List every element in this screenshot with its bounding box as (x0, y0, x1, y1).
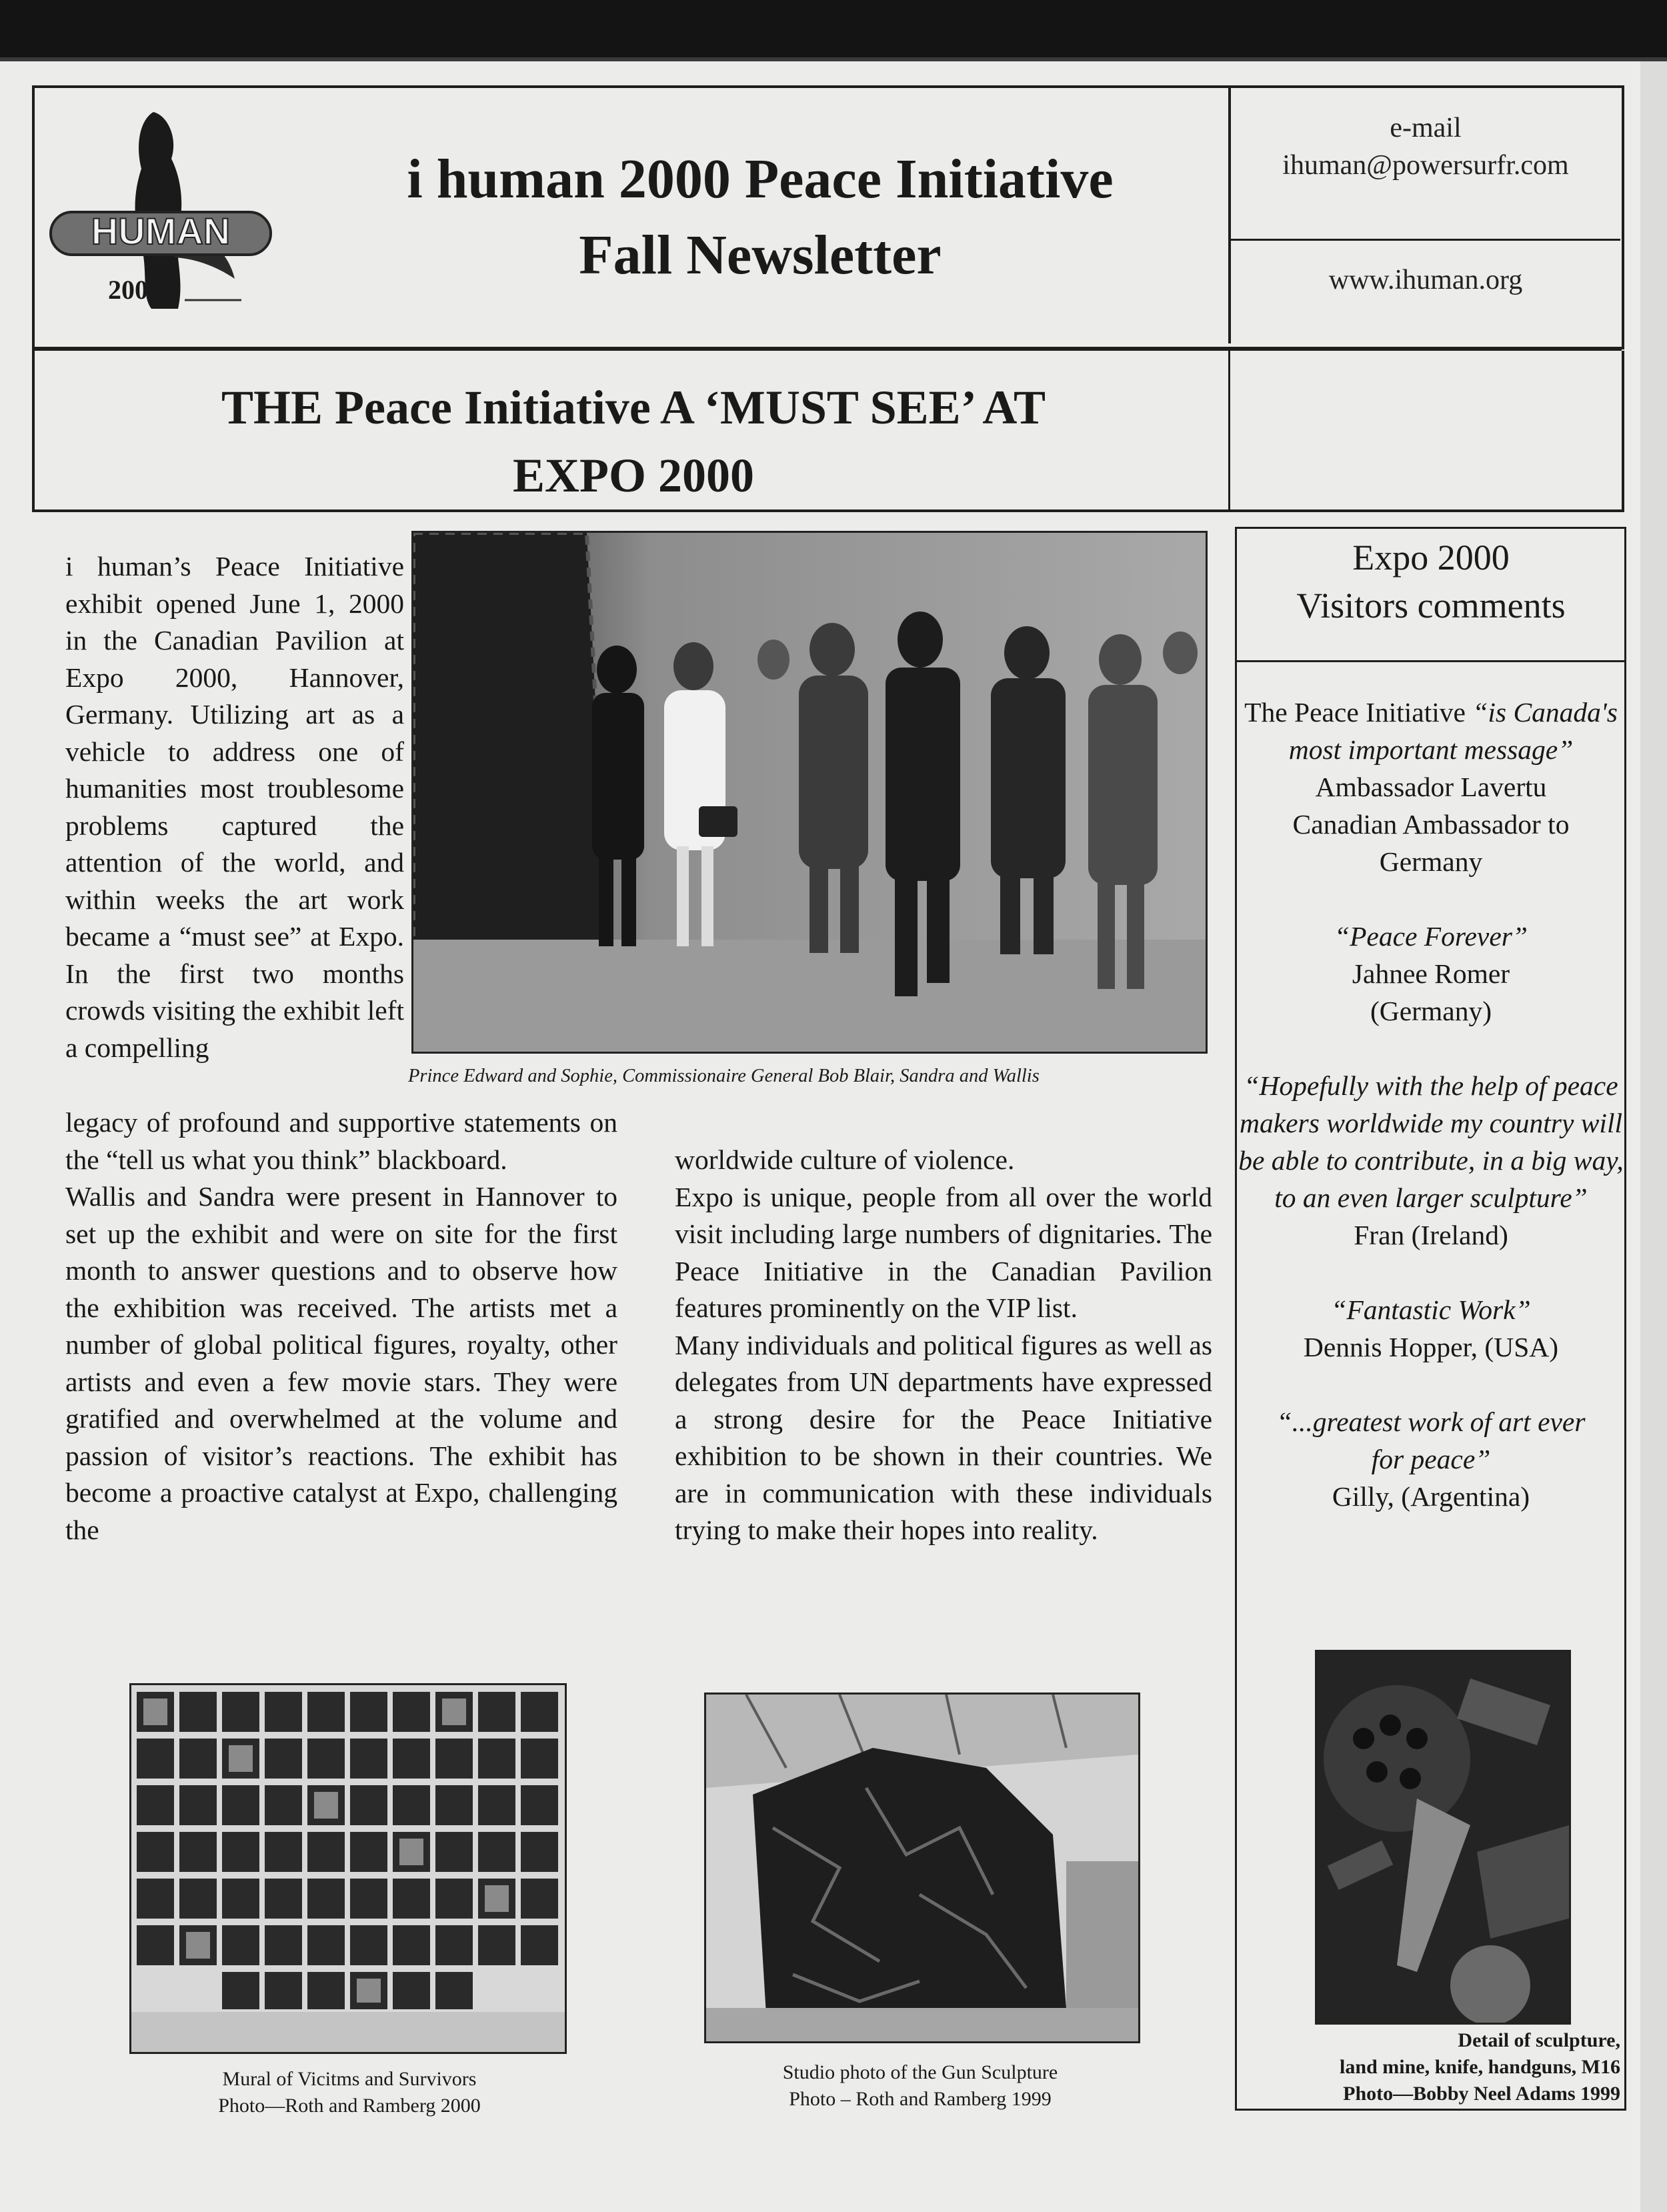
comment-1-lead: The Peace Initiative (1244, 697, 1473, 728)
comment-2 (1238, 918, 1624, 1030)
article-col1-paragraph-2: Wallis and Sandra were present in Hannover to set up the exhibit and were on site for the first month to answer questions and to observe how the exhibition was received. The artists met a number of global political figures, royalty, other artists and even a few movie stars. They were gratified and overwhelmed at the volume and passion of visitor’s reactions. The exhibit has become a proactive catalyst at Expo, challenging the (65, 1181, 617, 1545)
studio-photo (704, 1693, 1140, 2043)
comment-1 (1238, 694, 1624, 880)
sidebar-title (1238, 533, 1624, 630)
studio-photo-image (706, 1695, 1138, 2041)
headline-divider (1228, 351, 1230, 511)
comment-3-author: Fran (Ireland) (1354, 1220, 1508, 1250)
sculpture-detail-photo (1315, 1650, 1571, 2025)
visitor-comments (1238, 694, 1624, 1552)
article-col2-paragraph-3: Many individuals and political figures as well as delegates from UN departments have expressed a strong desire for the Peace Initiative exhibition to be shown in their countries. We are in communication with these individuals trying to make their hopes into reality. (675, 1329, 1212, 1545)
detail-caption-line-1: Detail of sculpture, (1458, 2029, 1620, 2051)
email-label: e-mail (1390, 113, 1462, 143)
sidebar-title-rule (1235, 660, 1626, 662)
article-col1 (65, 1067, 617, 1548)
sidebar-top-rule (1235, 527, 1626, 529)
scan-top-border (0, 0, 1667, 61)
comment-2-author: Jahnee Romer (Germany) (1352, 958, 1510, 1026)
detail-caption-line-2: land mine, knife, handguns, M16 (1340, 2056, 1620, 2078)
page-shadow (1640, 61, 1667, 2212)
article-col2-paragraph-2: Expo is unique, people from all over the world visit including large numbers of dignitaries. The Peace Initiative in the Canadian Pavilion features prominently on the VIP list. (675, 1181, 1212, 1323)
comment-5-author: Gilly, (Argentina) (1332, 1481, 1530, 1512)
mural-caption-line-2: Photo—Roth and Ramberg 2000 (218, 2095, 481, 2117)
studio-caption-line-2: Photo – Roth and Ramberg 1999 (789, 2088, 1052, 2110)
article-col2 (675, 1142, 1212, 1549)
detail-caption (1254, 2027, 1620, 2107)
mural-photo (129, 1683, 567, 2054)
comment-4-author: Dennis Hopper, (USA) (1303, 1332, 1559, 1362)
comment-4 (1238, 1291, 1624, 1366)
main-photo (411, 531, 1208, 1054)
mural-photo-image (131, 1685, 565, 2052)
mural-caption-line-1: Mural of Vicitms and Survivors (222, 2068, 477, 2090)
detail-caption-line-3: Photo—Bobby Neel Adams 1999 (1343, 2083, 1620, 2105)
comment-2-quote: “Peace Forever” (1334, 921, 1528, 952)
contact-divider (1231, 239, 1620, 241)
sculpture-detail-image (1317, 1652, 1569, 2023)
logo-text: HUMAN (91, 210, 231, 252)
email-address[interactable]: ihuman@powersurfr.com (1282, 150, 1569, 181)
comment-1-author: Ambassador Lavertu Canadian Ambassador to Germany (1292, 772, 1570, 877)
article-col2-line-1: worldwide culture of violence. (675, 1144, 1015, 1175)
i-human-logo (41, 105, 295, 319)
studio-caption (667, 2059, 1174, 2113)
comment-1-quote: “is Canada's most important message” (1288, 697, 1618, 765)
headline-line-2: EXPO 2000 (512, 449, 754, 502)
mural-caption (163, 2066, 536, 2119)
article-col1-intro (65, 548, 404, 1066)
headline-line-1: THE Peace Initiative A ‘MUST SEE’ AT (221, 381, 1046, 434)
comment-5-quote: “...greatest work of art ever for peace” (1276, 1406, 1586, 1474)
newsletter-title (300, 141, 1220, 293)
article-col1-continuation: legacy of profound and supportive statements on the “tell us what you think” blackboard. (65, 1107, 617, 1175)
comment-5 (1238, 1403, 1624, 1515)
sidebar-bottom-rule (1235, 2109, 1626, 2111)
comment-3 (1238, 1067, 1624, 1254)
sidebar-right-rule (1624, 527, 1626, 2111)
studio-caption-line-1: Studio photo of the Gun Sculpture (782, 2061, 1058, 2083)
article-intro-text: i human’s Peace Initiative exhibit opened June 1, 2000 in the Canadian Pavilion at Expo 2000, Hannover, Germany. Utilizing art as a vehicle to address one of humanities most troublesome problems captured the attention of the world, and within weeks the art work became a “must see” at Expo. In the first two months crowds visiting the exhibit left a compelling (65, 551, 404, 1063)
logo-year: 2000 (108, 275, 161, 305)
sidebar-title-line-1: Expo 2000 (1352, 537, 1510, 578)
title-line-2: Fall Newsletter (579, 224, 942, 286)
main-photo-image (413, 533, 1206, 1052)
main-photo-caption: Prince Edward and Sophie, Commissionaire General Bob Blair, Sandra and Wallis (408, 1066, 1040, 1086)
website-link[interactable]: www.ihuman.org (1328, 265, 1523, 295)
sidebar-left-rule (1235, 527, 1237, 2111)
comment-4-quote: “Fantastic Work” (1331, 1294, 1531, 1325)
sidebar-title-line-2: Visitors comments (1296, 586, 1566, 626)
comment-3-quote: “Hopefully with the help of peace makers worldwide my country will be able to contribute, in a big way, to an even larger sculpture” (1238, 1070, 1624, 1213)
title-line-1: i human 2000 Peace Initiative (407, 148, 1114, 210)
headline (93, 373, 1174, 509)
